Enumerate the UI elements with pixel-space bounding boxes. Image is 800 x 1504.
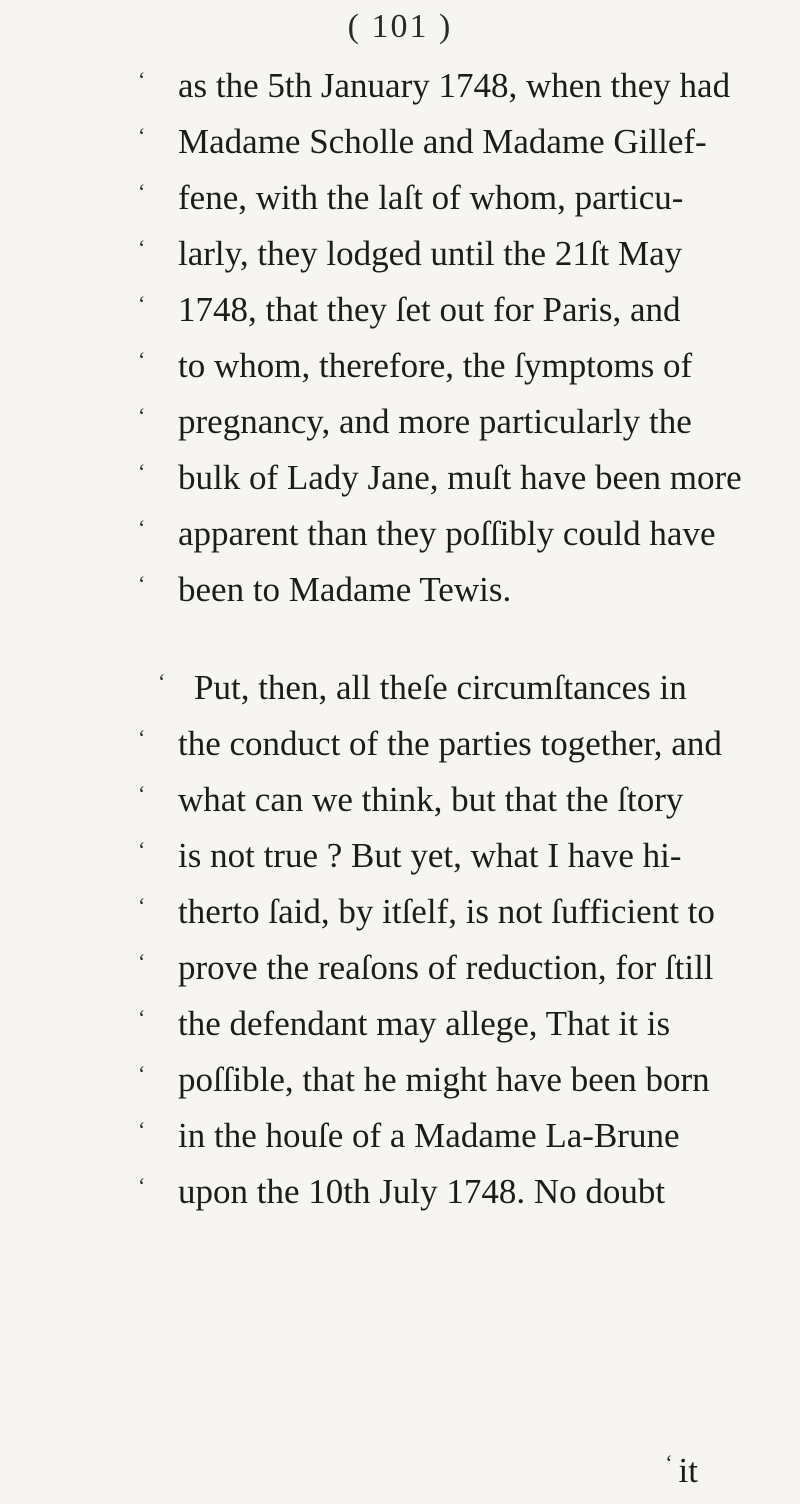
- line-text: bulk of Lady Jane, muſt have been more: [178, 458, 742, 497]
- text-line: [138, 338, 698, 394]
- text-line: [138, 660, 698, 716]
- quote-mark: ‘: [138, 781, 146, 806]
- quote-mark: ‘: [138, 179, 146, 204]
- quote-mark: ‘: [138, 1117, 146, 1142]
- line-text: is not true ? But yet, what I have hi-: [178, 836, 682, 875]
- quote-mark: ‘: [138, 515, 146, 540]
- line-text: poſſible, that he might have been born: [178, 1060, 710, 1099]
- text-line: [138, 772, 698, 828]
- quote-mark: ‘: [138, 725, 146, 750]
- line-text: as the 5th January 1748, when they had: [178, 66, 731, 105]
- line-text: apparent than they poſſibly could have: [178, 514, 716, 553]
- text-line: [138, 394, 698, 450]
- line-text: Put, then, all theſe circumſtances in: [194, 668, 687, 707]
- text-line: [138, 282, 698, 338]
- line-text: been to Madame Tewis.: [178, 570, 512, 609]
- line-text: therto ſaid, by itſelf, is not ſufficient to: [178, 892, 715, 931]
- text-line: [138, 828, 698, 884]
- quote-mark: ‘: [138, 893, 146, 918]
- body-text: [138, 58, 742, 1220]
- line-text: larly, they lodged until the 21ſt May: [178, 234, 683, 273]
- text-line: [138, 506, 716, 562]
- quote-mark: ‘: [138, 67, 146, 92]
- quote-mark: ‘: [138, 1061, 146, 1086]
- quote-mark: ‘: [138, 403, 146, 428]
- line-text: in the houſe of a Madame La-Brune: [178, 1116, 680, 1155]
- catchword-text: it: [678, 1451, 698, 1490]
- line-text: prove the reaſons of reduction, for ſtill: [178, 948, 714, 987]
- text-line: [138, 562, 698, 618]
- quote-mark: ‘: [138, 571, 146, 596]
- quote-mark: ‘: [138, 459, 146, 484]
- line-text: fene, with the laſt of whom, particu-: [178, 178, 684, 217]
- page-number: ( 101 ): [347, 8, 453, 45]
- line-text: upon the 10th July 1748. No doubt: [178, 1172, 666, 1211]
- line-text: Madame Scholle and Madame Gillef-: [178, 122, 707, 161]
- text-line: [138, 1164, 698, 1220]
- line-text: to whom, therefore, the ſymptoms of: [178, 346, 693, 385]
- line-text: pregnancy, and more particularly the: [178, 402, 692, 441]
- text-line: [138, 940, 714, 996]
- text-line: [138, 114, 707, 170]
- quote-mark: ‘: [138, 837, 146, 862]
- quote-mark: ‘: [138, 1005, 146, 1030]
- text-line: [138, 1108, 698, 1164]
- catchword: [138, 1446, 698, 1496]
- text-line: [138, 884, 715, 940]
- quote-mark: ‘: [158, 669, 166, 694]
- text-line: [138, 58, 731, 114]
- text-line: [138, 450, 742, 506]
- text-line: [138, 716, 722, 772]
- quote-mark: ‘: [138, 347, 146, 372]
- quote-mark: ‘: [138, 1173, 146, 1198]
- quote-mark: ‘: [665, 1450, 673, 1475]
- quote-mark: ‘: [138, 949, 146, 974]
- quote-mark: ‘: [138, 291, 146, 316]
- line-text: the conduct of the parties together, and: [178, 724, 722, 763]
- text-line: [138, 226, 698, 282]
- text-line: [138, 1052, 710, 1108]
- quote-mark: ‘: [138, 235, 146, 260]
- line-text: 1748, that they ſet out for Paris, and: [178, 290, 681, 329]
- quote-mark: ‘: [138, 123, 146, 148]
- text-line: [138, 170, 698, 226]
- line-text: what can we think, but that the ſtory: [178, 780, 684, 819]
- line-text: the defendant may allege, That it is: [178, 1004, 671, 1043]
- text-line: [138, 996, 698, 1052]
